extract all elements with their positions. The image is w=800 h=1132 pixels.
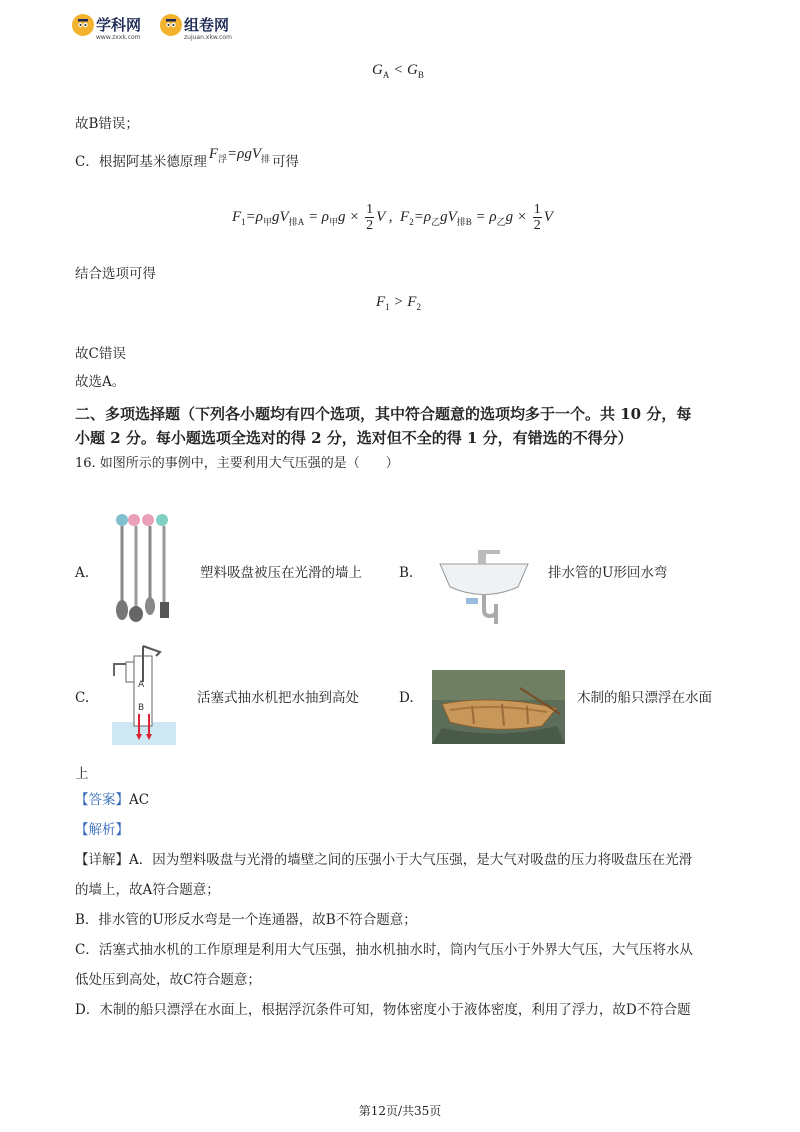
line-c-wrong: 故C错误 [75,346,126,362]
xueke-logo-name: 学科网 [96,16,142,34]
xueke-logo-url: www.zxxk.com [96,34,141,41]
formula-f1-gt-f2: $F_1 > F_2$ [376,294,421,312]
analysis-label: 【解析】 [75,822,129,838]
option-c-text: 活塞式抽水机把水抽到高处 [197,690,359,706]
zujuan-logo [160,14,232,41]
detail-line-3: B．排水管的U形反水弯是一个连通器，故B不符合题意； [75,912,417,928]
line-b-wrong: 故B错误； [75,116,139,132]
mascot-icon [160,14,182,36]
line-combine: 结合选项可得 [75,266,156,282]
mascot-icon [72,14,94,36]
answer-value: AC [129,792,150,808]
option-a-text: 塑料吸盘被压在光滑的墙上 [200,565,362,581]
svg-text:A: A [138,680,145,690]
line-c-intro-text: C．根据阿基米德原理 [75,154,207,170]
option-d-text: 木制的船只漂浮在水面 [577,690,712,706]
detail-line-4: C．活塞式抽水机的工作原理是利用大气压强，抽水机抽水时，筒内气压小于外界大气压，大气压将水从 [75,942,693,958]
wooden-boat-image [432,670,565,744]
option-d-letter: D. [399,690,414,706]
xueke-logo [72,14,141,41]
line-choose-a: 故选A。 [75,374,126,390]
line-c-intro [75,146,300,173]
svg-text:B: B [138,703,145,713]
option-a-letter: A. [75,565,90,581]
question-stem: 16. 如图所示的事例中，主要利用大气压强的是（ ） [75,456,399,471]
sink-u-trap-image [438,542,530,624]
option-b-text-visible: 排水管的U形回水弯 [548,565,668,581]
formula-f1-f2: $F_1=\rho_甲gV_{排A} = \rho_甲g$ × $\frac{1}{2}$ V , $F_2=\rho_乙gV_{排B} = \rho_乙g$ × $\frac{1}{2}$ V [232,202,553,233]
line-c-end-text: 可得 [272,154,300,170]
page-footer: 第12页/共35页 [358,1104,442,1118]
archimedes-formula: $F_浮=\rho gV_排$ [208,146,271,164]
detail-line-5: 低处压到高处，故C符合题意； [75,972,261,988]
piston-pump-image [112,642,176,745]
option-d-wrap: 上 [75,766,89,782]
option-c-letter: C. [75,690,90,706]
detail-line-6: D．木制的船只漂浮在水面上，根据浮沉条件可知，物体密度小于液体密度，利用了浮力，故D不符合题 [75,1002,691,1018]
detail-line-1: 【详解】A．因为塑料吸盘与光滑的墙壁之间的压强小于大气压强，是大气对吸盘的压力将吸盘压在光滑 [75,852,693,868]
answer-label: 【答案】 [75,792,129,808]
answer-line [75,790,149,810]
suction-hooks-image [108,510,183,622]
zujuan-logo-url: zujuan.xkw.com [184,34,232,41]
formula-ga-gb: $G_A < G_B$ [372,62,424,80]
detail-line-2: 的墙上，故A符合题意； [75,882,220,898]
zujuan-logo-name: 组卷网 [184,16,230,34]
option-b-letter: B. [399,565,414,581]
section-heading-line2: 小题 2 分。每小题选项全选对的得 2 分，选对但不全的得 1 分，有错选的不得分） [75,429,633,447]
section-heading-line1: 二、多项选择题（下列各小题均有四个选项，其中符合题意的选项均多于一个。共 10 分，每 [75,405,692,423]
